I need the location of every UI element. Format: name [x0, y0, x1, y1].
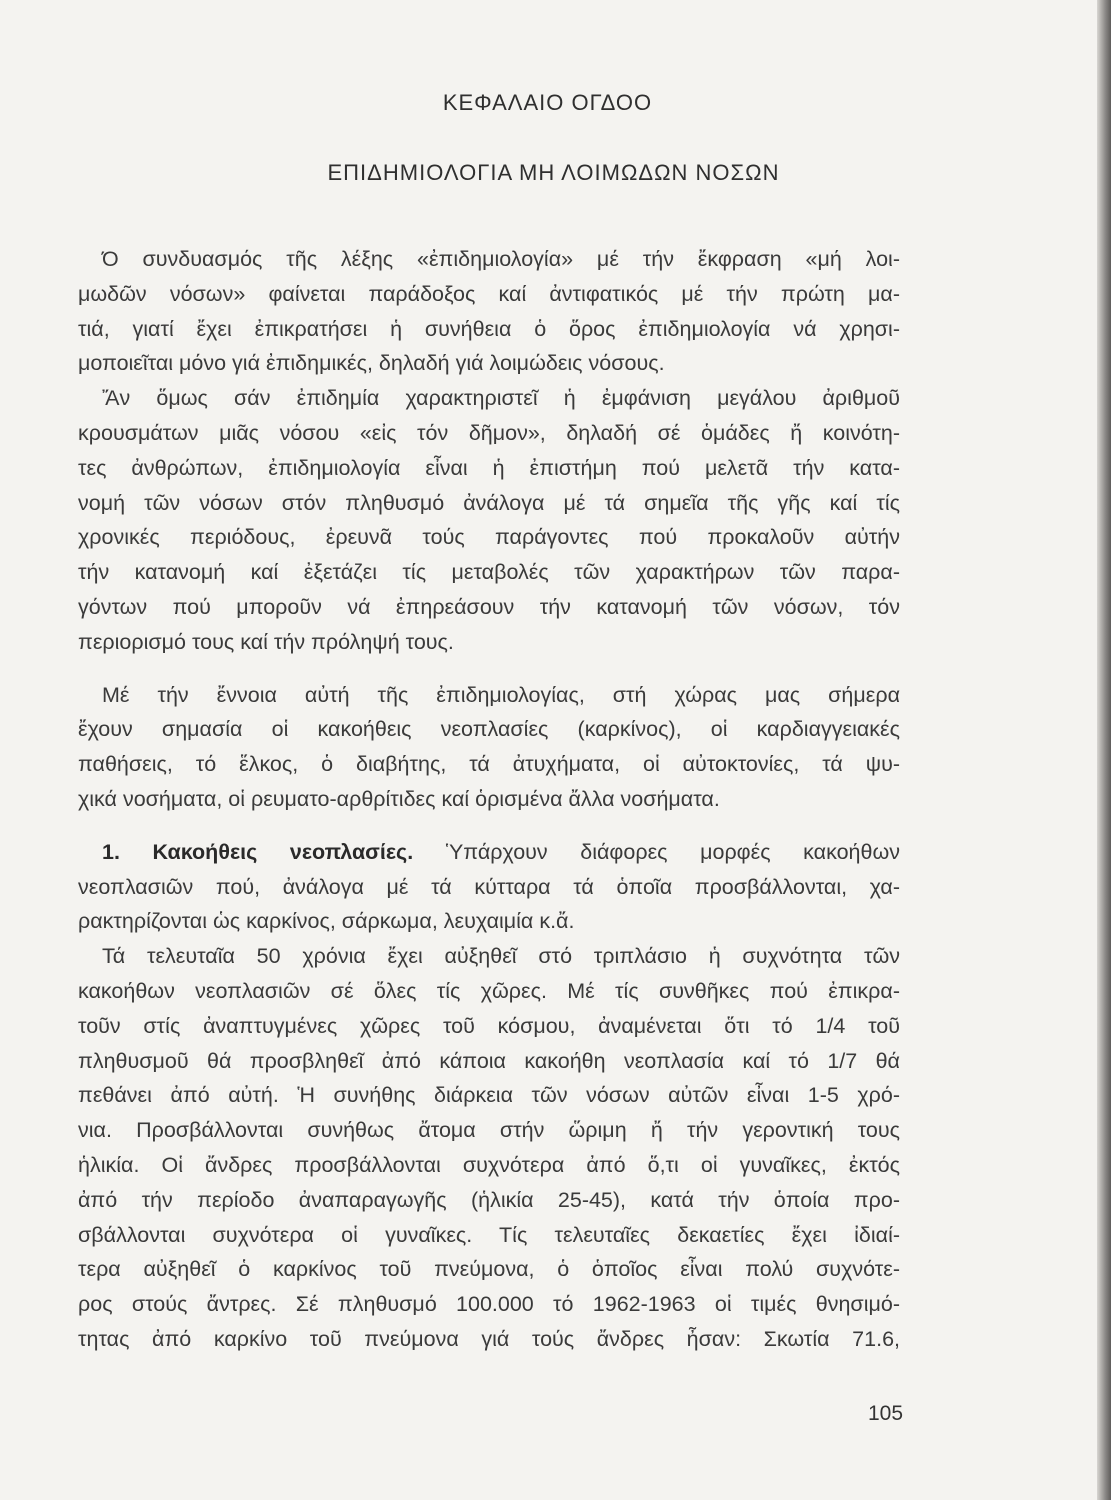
paragraph [78, 381, 900, 659]
line-text: ρακτηρίζονται ὡς καρκίνος, σάρκωμα, λευχαιμία κ.ἄ. [78, 909, 575, 934]
body-text [78, 242, 900, 1357]
line-text: κρουσμάτων μιᾶς νόσου «εἰς τόν δῆμον», δηλαδή σέ ὁμάδες ἤ κοινότη- [78, 420, 900, 445]
text-line [78, 870, 900, 905]
paragraph [78, 835, 900, 939]
text-line [78, 625, 900, 660]
text-line [78, 782, 900, 817]
text-line [78, 346, 900, 381]
line-text: Μέ τήν ἔννοια αὐτή τῆς ἐπιδημιολογίας, στή χώρας μας σήμερα [102, 682, 900, 707]
line-text: Ό συνδυασμός τῆς λέξης «ἐπιδημιολογία» μέ τήν ἔκφραση «μή λοι- [102, 247, 900, 271]
text-line [78, 312, 900, 347]
line-text: Ὑπάρχουν διάφορες μορφές κακοήθων [445, 839, 900, 864]
scan-edge [1097, 0, 1111, 1500]
paragraph-gap [78, 817, 900, 835]
text-line [78, 381, 900, 416]
line-text: νια. Προσβάλλονται συνήθως ἄτομα στήν ὥριμη ἤ τήν γεροντική τους [78, 1118, 900, 1143]
page-number: 105 [868, 1402, 904, 1425]
text-line [78, 1113, 900, 1148]
text-line [78, 555, 900, 590]
line-text: νεοπλασιῶν πού, ἀνάλογα μέ τά κύτταρα τά ὁποῖα προσβάλλονται, χα- [78, 874, 900, 899]
text-line [78, 590, 900, 625]
text-line [78, 451, 900, 486]
chapter-subtitle: ΕΠΙΔΗΜΙΟΛΟΓΙΑ ΜΗ ΛΟΙΜΩΔΩΝ ΝΟΣΩΝ [327, 160, 780, 185]
text-line [78, 1322, 900, 1357]
line-text: Ἄν ὅμως σάν ἐπιδημία χαρακτηριστεῖ ἡ ἐμφάνιση μεγάλου ἀριθμοῦ [102, 386, 900, 411]
text-line [78, 1044, 900, 1079]
text-line [78, 1009, 900, 1044]
text-line [78, 242, 900, 277]
paragraph [78, 678, 900, 817]
line-text: τήν κατανομή καί ἐξετάζει τίς μεταβολές τῶν χαρακτήρων τῶν παρα- [78, 560, 900, 585]
text-line [78, 486, 900, 521]
text-line [78, 1287, 900, 1322]
line-text: ρος στούς ἄντρες. Σέ πληθυσμό 100.000 τό 1962-1963 οἱ τιμές θνησιμό- [78, 1292, 900, 1317]
line-text: ἡλικία. Οἱ ἄνδρες προσβάλλονται συχνότερα ἀπό ὅ,τι οἱ γυναῖκες, ἐκτός [78, 1152, 900, 1177]
text-line [78, 1252, 900, 1287]
text-line [78, 1078, 900, 1113]
paragraph [78, 242, 900, 381]
line-text: χικά νοσήματα, οἱ ρευματο-αρθρίτιδες καί ὁρισμένα ἄλλα νοσήματα. [78, 786, 720, 811]
line-text: τοῦν στίς ἀναπτυγμένες χῶρες τοῦ κόσμου, ἀναμένεται ὅτι τό 1/4 τοῦ [78, 1013, 900, 1038]
text-line [78, 939, 900, 974]
line-text: παθήσεις, τό ἕλκος, ὁ διαβήτης, τά ἀτυχήματα, οἱ αὐτοκτονίες, τά ψυ- [78, 752, 900, 777]
line-text: νομή τῶν νόσων στόν πληθυσμό ἀνάλογα μέ τά σημεῖα τῆς γῆς καί τίς [78, 490, 900, 515]
line-text: Τά τελευταῖα 50 χρόνια ἔχει αὐξηθεῖ στό τριπλάσιο ἡ συχνότητα τῶν [102, 944, 900, 969]
line-text: πεθάνει ἀπό αὐτή. Ἡ συνήθης διάρκεια τῶν νόσων αὐτῶν εἶναι 1-5 χρό- [78, 1083, 900, 1108]
section-heading: 1. Κακοήθεις νεοπλασίες. [102, 839, 414, 864]
paragraph-gap [78, 660, 900, 678]
line-text: σβάλλονται συχνότερα οἱ γυναῖκες. Τίς τελευταῖες δεκαετίες ἔχει ἰδιαί- [78, 1222, 900, 1247]
line-text: κακοήθων νεοπλασιῶν σέ ὅλες τίς χῶρες. Μέ τίς συνθῆκες πού ἐπικρα- [78, 978, 900, 1003]
text-line [78, 904, 900, 939]
text-line [78, 416, 900, 451]
line-text: περιορισμό τους καί τήν πρόληψή τους. [78, 629, 454, 654]
line-text: ἀπό τήν περίοδο ἀναπαραγωγῆς (ἡλικία 25-45), κατά τήν ὁποία προ- [78, 1187, 900, 1212]
text-line [78, 1148, 900, 1183]
line-text: χρονικές περιόδους, ἐρευνᾶ τούς παράγοντες πού προκαλοῦν αὐτήν [78, 525, 900, 550]
text-line [78, 277, 900, 312]
line-text: τιά, γιατί ἔχει ἐπικρατήσει ἡ συνήθεια ὁ ὅρος ἐπιδημιολογία νά χρησι- [78, 316, 900, 341]
line-text: γόντων πού μποροῦν νά ἐπηρεάσουν τήν κατανομή τῶν νόσων, τόν [78, 594, 900, 619]
text-line [78, 1218, 900, 1253]
line-text: ἔχουν σημασία οἱ κακοήθεις νεοπλασίες (καρκίνος), οἱ καρδιαγγειακές [78, 717, 900, 742]
text-line [78, 1183, 900, 1218]
line-text: μοποιεῖται μόνο γιά ἐπιδημικές, δηλαδή γιά λοιμώδεις νόσους. [78, 351, 665, 376]
line-text: τες ἀνθρώπων, ἐπιδημιολογία εἶναι ἡ ἐπιστήμη πού μελετᾶ τήν κατα- [78, 455, 900, 480]
line-text: τερα αὐξηθεῖ ὁ καρκίνος τοῦ πνεύμονα, ὁ ὁποῖος εἶναι πολύ συχνότε- [78, 1257, 900, 1282]
line-text: πληθυσμοῦ θά προσβληθεῖ ἀπό κάποια κακοήθη νεοπλασία καί τό 1/7 θά [78, 1048, 900, 1073]
text-line [78, 678, 900, 713]
text-line [78, 747, 900, 782]
line-text: τητας ἀπό καρκίνο τοῦ πνεύμονα γιά τούς ἄνδρες ἦσαν: Σκωτία 71.6, [78, 1326, 900, 1351]
text-line [78, 974, 900, 1009]
text-line [78, 520, 900, 555]
text-line [78, 835, 900, 870]
line-text: μωδῶν νόσων» φαίνεται παράδοξος καί ἀντιφατικός μέ τήν πρώτη μα- [78, 281, 900, 306]
paragraph [78, 939, 900, 1357]
chapter-title: ΚΕΦΑΛΑΙΟ ΟΓΔΟΟ [442, 90, 653, 115]
text-line [78, 712, 900, 747]
